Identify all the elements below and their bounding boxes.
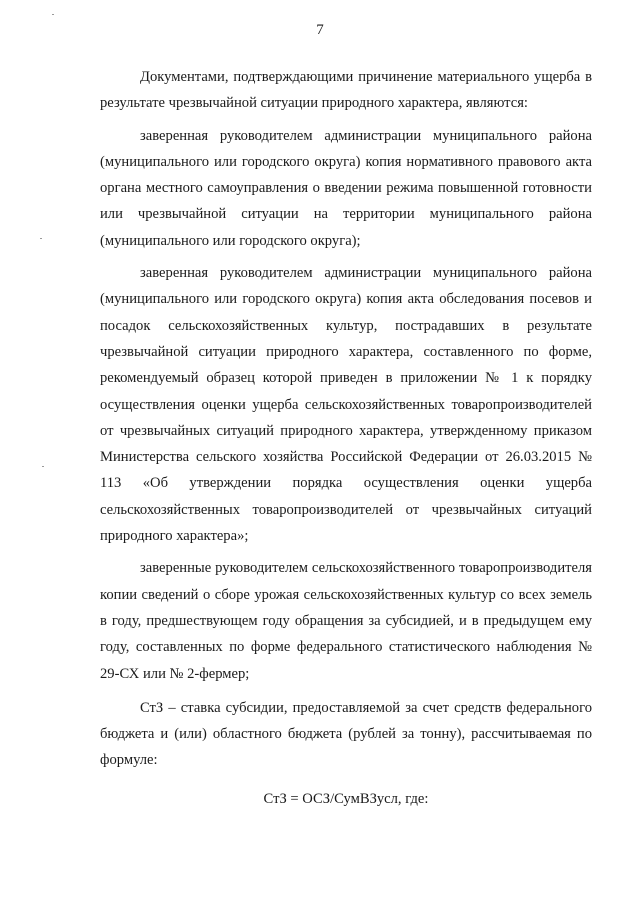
paragraph-normative-act: заверенная руководителем администрации муниципального района (муниципального или городского округа) копия нормативного правового акта органа местного самоуправления о введении режима повышенной готовности или чрезвычайной ситуации на территории муниципального района (муниципального или городского округа); [100, 127, 592, 249]
paragraph-harvest-info: заверенные руководителем сельскохозяйственного товаропроизводителя копии сведений о сборе урожая сельскохозяйственных культур со всех земель в году, предшествующем году обращения за субсидией, и в предыдущем ему году, составленных по форме федерального статистического наблюдения № 29-СХ или № 2-фермер; [100, 560, 592, 682]
scan-speck [42, 466, 44, 467]
formula: СтЗ = ОСЗ/СумВЗусл, где: [263, 791, 429, 807]
paragraph-inspection-act: заверенная руководителем администрации муниципального района (муниципального или городского округа) копия акта обследования посевов и посадок сельскохозяйственных культур, пострадавших в результате чрезвычайной ситуации природного характера, составленного по форме, рекомендуемый образец которой приведен в приложении № 1 к порядку осуществления оценки ущерба сельскохозяйственных товаропроизводителей от чрезвычайных ситуаций природного характера, утвержденному приказом Министерства сельского хозяйства Российской Федерации от 26.03.2015 № 113 «Об утверждении порядка осуществления оценки ущерба сельскохозяйственных товаропроизводителей от чрезвычайных ситуаций природного характера»; [100, 265, 592, 545]
paragraph-subsidy-rate: СтЗ – ставка субсидии, предоставляемой за счет средств федерального бюджета и (или) областного бюджета (рублей за тонну), рассчитываемая по формуле: [100, 699, 592, 769]
paragraph-intro: Документами, подтверждающими причинение материального ущерба в результате чрезвычайной ситуации природного характера, являются: [100, 69, 592, 112]
page-number: 7 [316, 22, 324, 38]
scan-speck [52, 14, 54, 15]
scan-speck [40, 238, 42, 239]
document-body [100, 64, 592, 774]
